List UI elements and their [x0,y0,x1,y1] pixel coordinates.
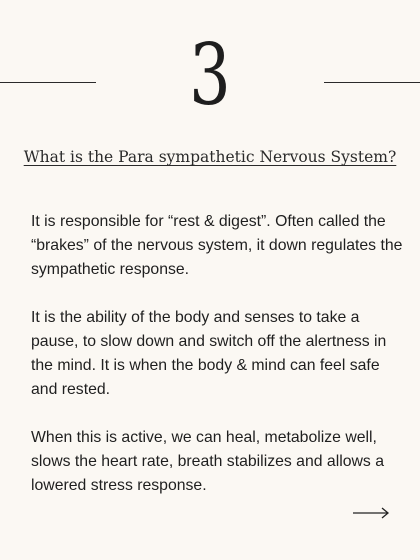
arrow-right-icon-graphic [352,506,390,520]
paragraph-ability-to-pause: It is the ability of the body and senses to take a pause, to slow down and switch off the alertness in the mind. It is when the body & mind can feel safe and rested. [31,309,387,398]
paragraph-rest-digest: It is responsible for “rest & digest”. Often called the “brakes” of the nervous system, it down regulates the sympathetic response. [31,213,403,278]
decorative-rule-right [324,82,420,83]
arrow-right-icon[interactable] [352,506,390,520]
paragraph-when-active: When this is active, we can heal, metabolize well, slows the heart rate, breath stabilizes and allows a lowered stress response. [31,429,384,494]
page-title: What is the Para sympathetic Nervous System? [23,148,397,166]
body-text [31,210,403,522]
slide-number: 3 [189,26,231,124]
